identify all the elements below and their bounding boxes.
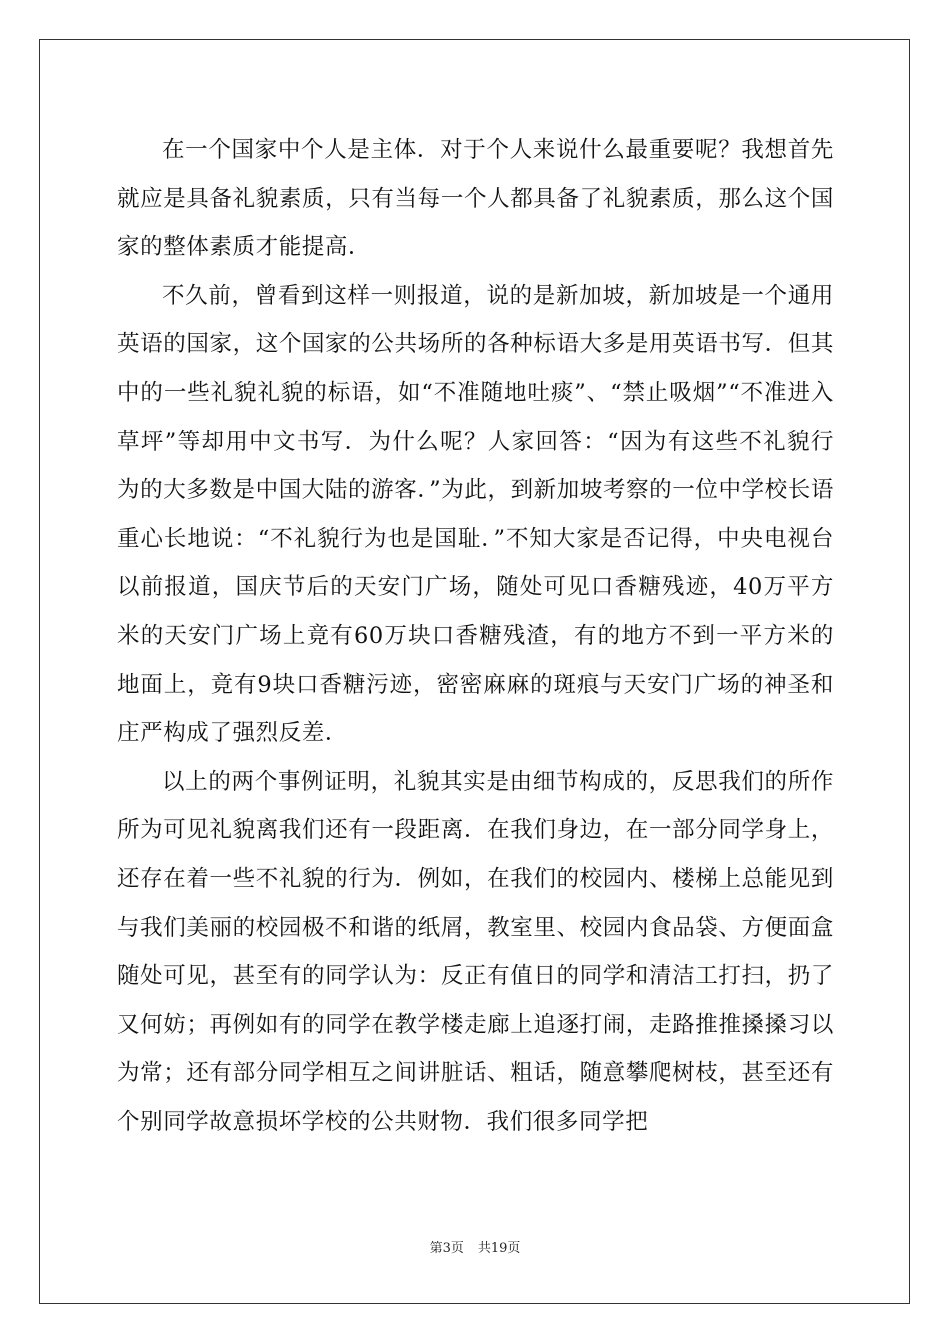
page-footer: [0, 1237, 950, 1256]
total-pages: 共19页: [477, 1241, 521, 1256]
paragraph-3: 以上的两个事例证明，礼貌其实是由细节构成的，反思我们的所作所为可见礼貌离我们还有一段距离．在我们身边，在一部分同学身上，还存在着一些不礼貌的行为．例如，在我们的校园内、楼梯上总能见到与我们美丽的校园极不和谐的纸屑，教室里、校园内食品袋、方便面盒随处可见，甚至有的同学认为：反正有值日的同学和清洁工打扫，扔了又何妨；再例如有的同学在教学楼走廊上追逐打闹，走路推推搡搡习以为常；还有部分同学相互之间讲脏话、粗话，随意攀爬树枝，甚至还有个别同学故意损坏学校的公共财物．我们很多同学把: [117, 768, 834, 1135]
page-number: 第3页: [429, 1241, 464, 1256]
document-body: [117, 126, 834, 1146]
paragraph-1: 在一个国家中个人是主体．对于个人来说什么最重要呢？我想首先就应是具备礼貌素质，只有当每一个人都具备了礼貌素质，那么这个国家的整体素质才能提高．: [117, 137, 834, 261]
paragraph-2: 不久前，曾看到这样一则报道，说的是新加坡，新加坡是一个通用英语的国家，这个国家的公共场所的各种标语大多是用英语书写．但其中的一些礼貌礼貌的标语，如“不准随地吐痰”、“禁止吸烟”“不准进入草坪”等却用中文书写．为什么呢？人家回答：“因为有这些不礼貌行为的大多数是中国大陆的游客．”为此，到新加坡考察的一位中学校长语重心长地说：“不礼貌行为也是国耻．”不知大家是否记得，中央电视台以前报道，国庆节后的天安门广场，随处可见口香糖残迹，40万平方米的天安门广场上竟有60万块口香糖残渣，有的地方不到一平方米的地面上，竟有9块口香糖污迹，密密麻麻的斑痕与天安门广场的神圣和庄严构成了强烈反差．: [117, 282, 834, 747]
